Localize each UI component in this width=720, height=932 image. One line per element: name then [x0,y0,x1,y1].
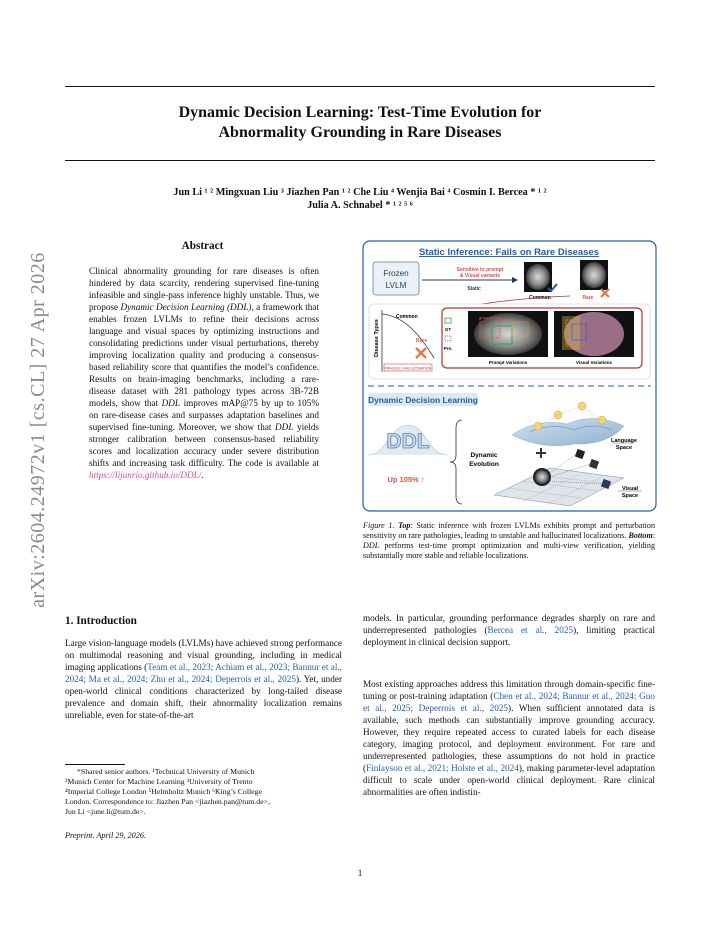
abstract-body [89,265,319,481]
frozen-label: Frozen [383,269,409,278]
abstract-text-2: , a framework that enables frozen LVLMs to refine their decisions across language and visual spaces by optimizing instructions and consolidating predictions under visual perturbations, thereby improving localization quality and producing a consensus-based reliability score that quantifies the model’s confidence. Results on brain-imaging benchmarks, including a rare-disease dataset with 281 pathology types across 3B-72B models, show that [89,302,319,408]
prompt-brain [474,313,542,355]
figure-1 [362,240,657,512]
abstract-text-1: Clinical abnormality grounding for rare diseases is often hindered by data scarcity, rendering supervised fine-tuning infeasible and single-pass inference highly unstable. Thus, we propose [89,266,319,312]
intro-right-column-p2 [363,678,655,798]
figure-caption [363,521,655,561]
footnote-line-1: *Shared senior authors. ¹Technical University of Munich [77,767,255,776]
rare-label: Rare [582,295,594,301]
abstract-ddl-name: Dynamic Decision Learning (DDL) [120,302,252,312]
prompt-variations-label: Prompt Variations [488,360,528,365]
dynamic-label: Dynamic [470,452,498,459]
language-label: Language [611,438,637,444]
frozen-lvlm-box [373,262,419,295]
visual-brain-inner [535,470,549,484]
page-number: 1 [357,868,363,878]
visual-variations-label: Visual Variations [576,360,612,365]
lvlm-label: LVLM [385,281,407,290]
common-label: Common [529,295,551,301]
intro-citations-2[interactable]: Chen et al., 2024; Bannur et al., 2024; Guo et al., 2025; Deperrois et al., 2025 [363,691,655,713]
caption-sep: : [652,531,655,540]
intro-left-column [65,637,342,721]
title-line-2: Abnormality Grounding in Rare Diseases [218,124,502,141]
footnote [65,767,342,817]
improvement-label: Up 105% ↑ [387,475,425,484]
visual-space-label: Space [621,493,639,499]
preprint-date: Preprint. April 29, 2026. [65,831,146,840]
evolution-label: Evolution [469,461,499,468]
pre-label: Pre. [443,346,453,351]
title-line-1: Dynamic Decision Learning: Test-Time Evolution for [178,104,542,121]
gt-label: GT [444,327,452,332]
intro-text-2: ). Yet, under open-world clinical conditions characterized by long-tailed disease prevalence and domain shift, their abnormality localization remains unreliable, even for state-of-the-art [65,674,343,720]
ddl-title: Dynamic Decision Learning [368,395,478,405]
title-bottom-rule [65,160,655,161]
fragile-text: FRAGILE | HALLUCINATION [384,366,432,371]
footnote-line-2: ²Munich Center for Machine Learning ³University of Trento [65,777,253,786]
rare-brain-image [582,262,606,288]
title-top-rule [65,86,655,87]
caption-bottom: Bottom [628,531,653,540]
intro-text-7: ), making parameter-level adaptation difficult to scale under open-world clinical deployment. Rare clinical abnormalities are often indistin- [363,763,655,797]
static-label: Static [467,286,481,292]
abstract-text-3: improves mAP@75 by up to 105% on rare-disease cases and surpasses adaptation baselines and supervised fine-tuning. Moreover, we show that [89,398,319,432]
intro-right-column-p1 [363,612,655,648]
caption-top: Top [398,521,411,530]
section-heading: 1. Introduction [65,615,137,627]
abstract-end: . [201,470,204,480]
common-brain-image [526,264,550,290]
paper-title [65,103,655,143]
visual-highlight [562,316,580,350]
arxiv-identifier: arXiv:2604.24972v1 [cs.CL] 27 Apr 2026 [27,252,49,608]
code-link[interactable]: https://lijunrio.github.io/DDL/ [89,470,202,480]
caption-text-2: performs test-time prompt optimization and multi-view verification, yielding substantially more stable and reliable localizations. [363,541,655,560]
rare-left-label: Rare [416,338,428,344]
footnote-rule [65,764,125,765]
caption-figure-number: Figure 1. [363,521,399,530]
intro-text-6: ). When sufficient annotated data is available, such methods can substantially improve grounding accuracy. However, they require repeated access to curated labels for each disease category, imaging protocol, and deployment environment. For rare and underrepresented pathologies, these assumptions do not hold in practice ( [363,703,655,773]
footnote-line-5: Jun Li <june.li@tum.de>. [65,807,146,816]
intro-citations-1[interactable]: Team et al., 2023; Achiam et al., 2023; Bannur et al., 2024; Ma et al., 2024; Zhu et al., 2024; Deperrois et al., 2025 [65,662,342,684]
abstract-text-4: yields stronger calibration between consensus-based reliability scores and localization accuracy under severe distribution shifts and increasing task difficulty. The code is available at [89,422,319,468]
abstract-heading: Abstract [181,240,224,252]
intro-citations-3[interactable]: Finlayson et al., 2021; Holste et al., 2024 [366,763,519,773]
author-list [65,186,655,212]
intro-text-5: Most existing approaches address this limitation through domain-specific fine-tuning or post-training adaptation ( [363,679,655,701]
language-space-label: Space [615,445,633,451]
intro-text-3: models. In particular, grounding performance degrades sharply on rare and underrepresented pathologies ( [363,613,655,635]
caption-text-1: : Static inference with frozen LVLMs exhibits prompt and perturbation sensitivity on rare pathologies, leading to unstable and hallucinated localizations. [363,521,655,540]
footnote-line-4: London. Correspondence to: Jiazhen Pan <jiazhen.pan@tum.de>, [65,797,270,806]
abstract-ddl-2: DDL [275,422,294,432]
static-inference-title: Static Inference: Fails on Rare Diseases [418,247,600,258]
visual-label: Visual [621,486,639,492]
common-left-label: Common [396,314,418,320]
caption-ddl: DDL [363,541,380,550]
ddl-logo: DDL [386,430,430,453]
abstract-ddl-1: DDL [161,398,181,408]
sensitive-label-1: Sensitive to prompt [456,267,504,273]
sensitive-label-2: & Visual variants [459,273,501,279]
authors-line-2: Julia A. Schnabel * ¹ ² ⁵ ⁶ [307,200,413,211]
intro-text-1: Large vision-language models (LVLMs) have achieved strong performance on multimodal reasoning and visual grounding, including in medical imaging applications ( [65,638,342,672]
authors-line-1: Jun Li ¹ ² Mingxuan Liu ³ Jiazhen Pan ¹ ² Che Liu ⁴ Wenjia Bai ⁴ Cosmin I. Bercea * ¹ ² [173,187,547,198]
intro-text-4: ), limiting practical deployment in clinical decision support. [363,625,655,647]
footnote-line-3: ⁴Imperial College London ⁵Helmholtz Munich ⁶King’s College [65,787,262,796]
disease-types-axis: Disease Types [374,319,380,357]
intro-citation-bercea[interactable]: Bercea et al., 2025 [487,625,574,635]
